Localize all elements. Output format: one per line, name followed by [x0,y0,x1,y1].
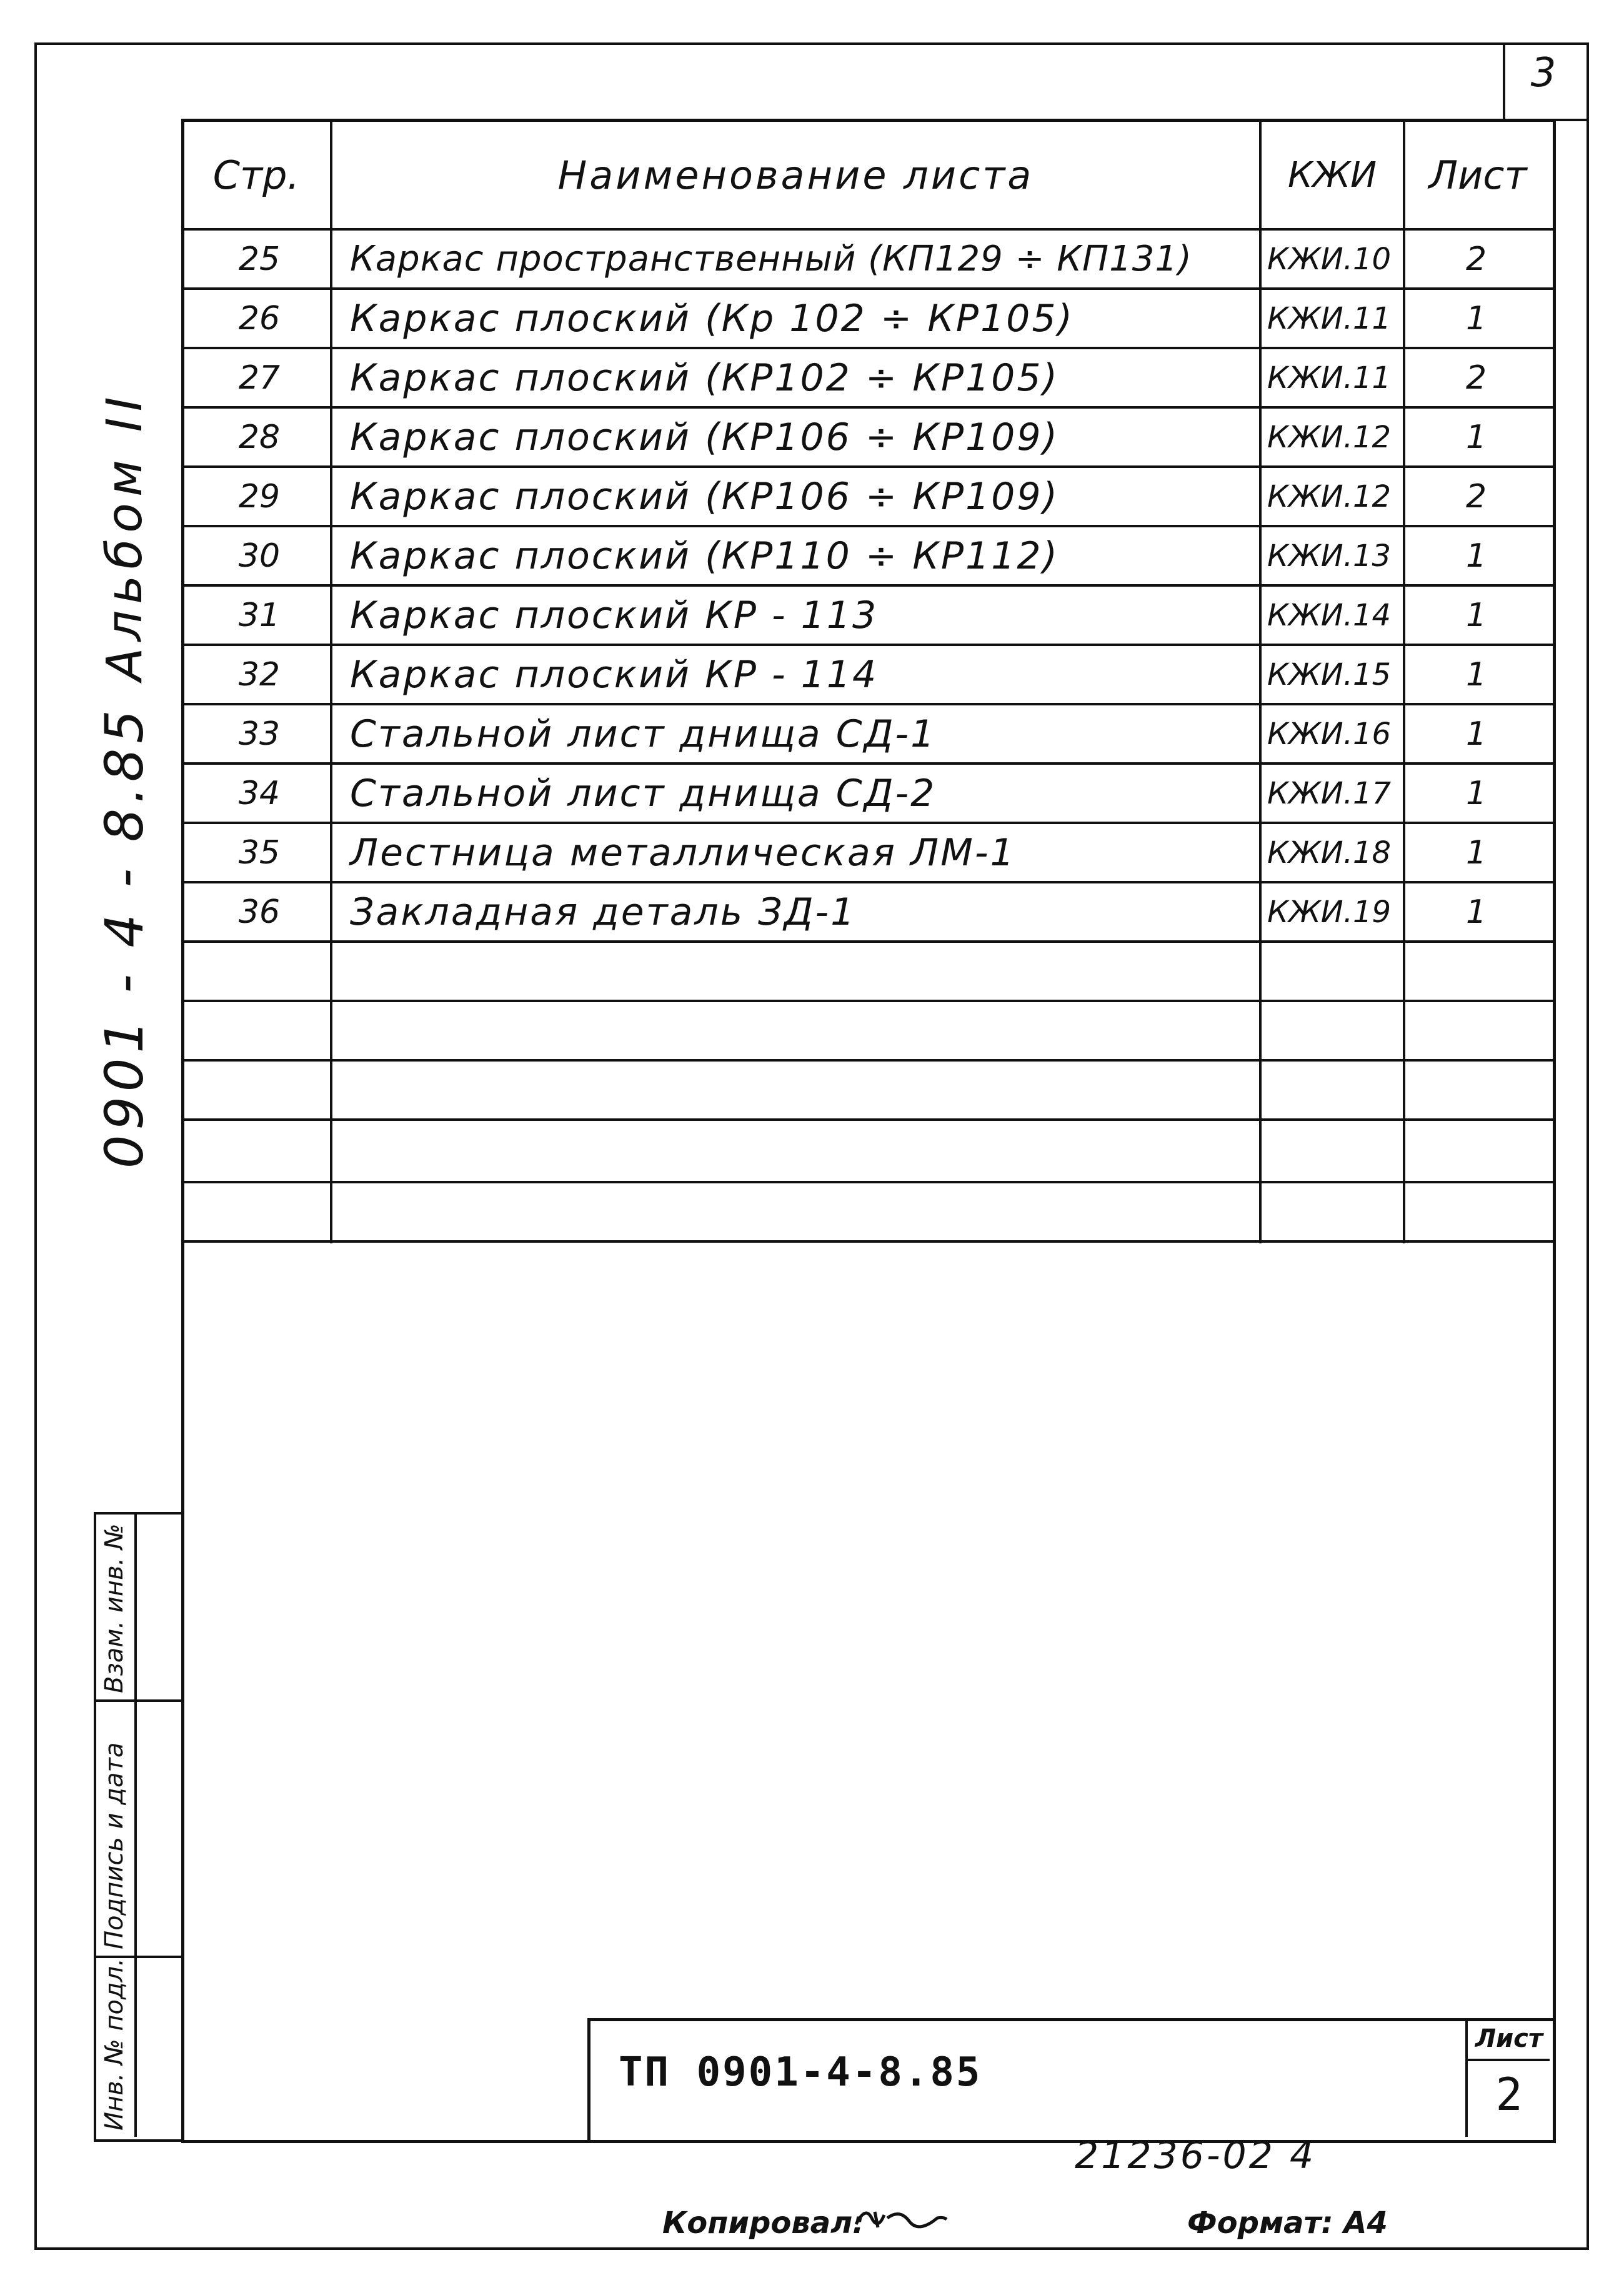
row-code: КЖИ.16 [1267,716,1392,752]
row-sheet: 1 [1465,596,1487,634]
row-name: Закладная деталь ЗД-1 [350,890,857,934]
row-name: Каркас плоский (КР102 ÷ КР105) [350,356,1059,400]
row-name: Лестница металлическая ЛМ-1 [350,830,1016,875]
row-sheet [1406,1002,1547,1059]
signature-date-label: Подпись и дата [100,1742,129,1949]
row-name: Каркас плоский (КР106 ÷ КР109) [350,415,1059,459]
inv-original-label: Инв. № подл. [100,1958,129,2131]
replaced-inv-label: Взам. инв. № [100,1523,129,1693]
row-sheet [1406,1121,1547,1181]
row-sheet [1406,1062,1547,1118]
row-page: 36 [238,893,281,931]
row-sheet: 2 [1465,477,1487,515]
row-code: КЖИ.12 [1267,479,1392,514]
title-sheet-label: Лист [1475,2024,1543,2053]
row-code: КЖИ.13 [1267,538,1392,574]
row-code [1267,943,1402,1000]
row-code [1267,1121,1402,1181]
row-page [184,1002,334,1059]
row-name: Каркас плоский КР - 113 [350,593,879,637]
row-page: 29 [238,477,281,515]
row-page: 31 [238,596,281,634]
row-sheet: 1 [1465,893,1487,931]
row-code: КЖИ.17 [1267,775,1392,811]
header-code: КЖИ [1288,154,1377,196]
row-sheet: 1 [1465,537,1487,575]
row-name: Каркас плоский КР - 114 [350,652,879,697]
row-sheet: 2 [1465,359,1487,397]
row-code: КЖИ.10 [1267,241,1392,277]
row-sheet: 2 [1465,240,1487,278]
side-doc-number: 0901 - 4 - 8.85 [94,705,155,1168]
row-sheet: 1 [1465,299,1487,337]
row-code [1267,1183,1402,1240]
row-name: Каркас плоский (КР106 ÷ КР109) [350,474,1059,519]
row-page [184,943,334,1000]
row-page: 34 [238,774,281,812]
title-designation: ТП 0901-4-8.85 [619,2049,982,2096]
row-page: 30 [238,537,281,575]
archive-number: 21236-02 4 [1075,2134,1317,2177]
row-sheet [1406,943,1547,1000]
row-page: 25 [238,240,281,278]
row-code [1267,1062,1402,1118]
row-sheet [1406,1183,1547,1240]
row-name [350,1002,1256,1059]
row-sheet: 1 [1465,715,1487,753]
row-code: КЖИ.11 [1267,360,1392,395]
row-sheet: 1 [1465,418,1487,456]
row-name [350,1121,1256,1181]
row-name [350,1183,1256,1240]
row-code: КЖИ.14 [1267,597,1392,633]
row-page: 27 [238,359,281,397]
row-sheet: 1 [1465,774,1487,812]
row-code: КЖИ.12 [1267,419,1392,455]
row-code [1267,1002,1402,1059]
row-page: 26 [238,299,281,337]
row-name: Стальной лист днища СД-1 [350,712,937,756]
signature-scribble [850,2199,950,2239]
sheet-number: 3 [1530,50,1557,96]
row-name: Каркас пространственный (КП129 ÷ КП131) [350,239,1192,279]
format-label: Формат: А4 [1187,2206,1388,2241]
row-code: КЖИ.19 [1267,894,1392,930]
row-name: Каркас плоский (Кр 102 ÷ КР105) [350,296,1074,341]
row-code: КЖИ.11 [1267,301,1392,336]
row-page: 28 [238,418,281,456]
row-name: Стальной лист днища СД-2 [350,771,937,815]
album-label: Альбом II [97,390,153,681]
copied-by-label: Копировал: [662,2206,865,2241]
row-page [184,1121,334,1181]
header-name: Наименование листа [557,152,1034,198]
header-page: Стр. [212,152,300,198]
row-page: 33 [238,715,281,753]
row-page: 35 [238,833,281,872]
row-page [184,1062,334,1118]
row-code: КЖИ.18 [1267,835,1392,870]
row-page: 32 [238,655,281,694]
row-code: КЖИ.15 [1267,657,1392,692]
row-sheet: 1 [1465,655,1487,694]
title-sheet-value: 2 [1495,2068,1523,2121]
row-name [350,1062,1256,1118]
row-name [350,943,1256,1000]
row-name: Каркас плоский (КР110 ÷ КР112) [350,534,1059,578]
row-sheet: 1 [1465,833,1487,872]
header-sheet: Лист [1428,152,1527,198]
row-page [184,1183,334,1240]
